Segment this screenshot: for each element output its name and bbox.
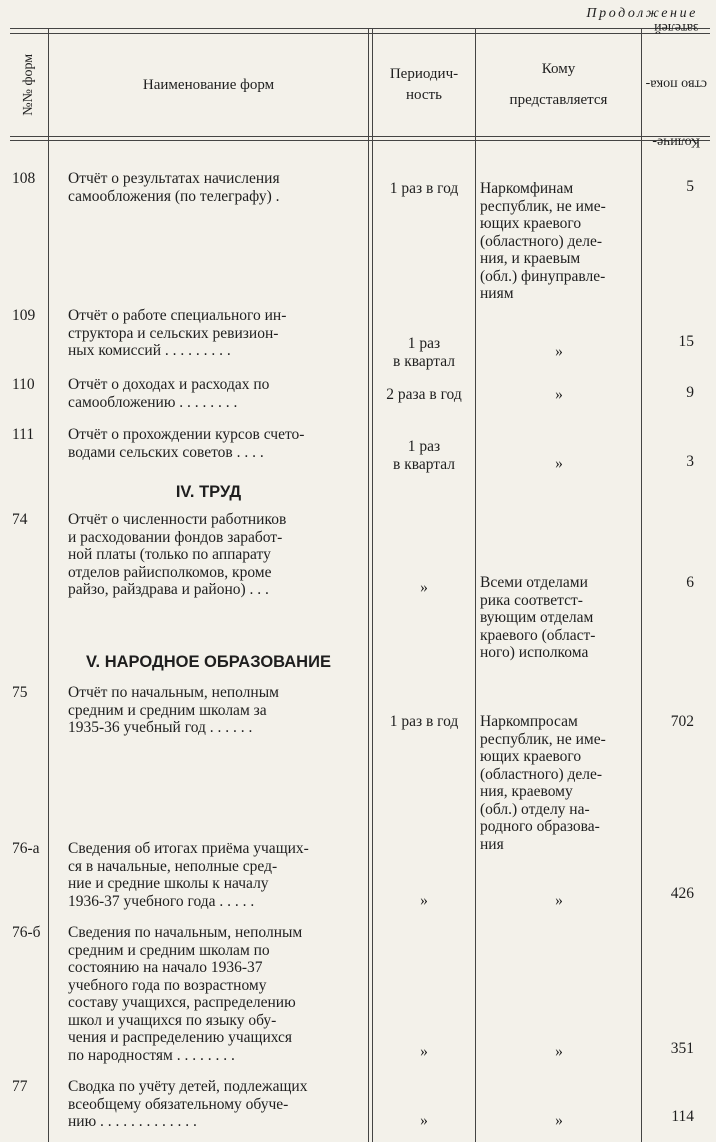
recipient-cell bbox=[480, 574, 638, 662]
header-form-name: Наименование форм bbox=[142, 76, 275, 93]
form-name-line: самообложения (по телеграфу) . bbox=[68, 187, 280, 205]
header-recipient: Кому представляется bbox=[509, 61, 608, 108]
recipient-cell bbox=[480, 455, 638, 473]
periodicity-cell bbox=[374, 386, 474, 404]
form-name bbox=[68, 511, 360, 599]
quantity-cell: 3 bbox=[686, 453, 694, 470]
recipient-cell bbox=[480, 1043, 638, 1061]
form-name-line: средним и средним школам по bbox=[68, 941, 270, 959]
recipient-cell-line: рика соответст- bbox=[480, 591, 583, 609]
form-name-line: Отчёт о работе специального ин- bbox=[68, 307, 287, 324]
periodicity-cell bbox=[374, 180, 474, 198]
header-bottom-rule-inner bbox=[10, 140, 710, 141]
periodicity-cell bbox=[374, 1043, 474, 1061]
recipient-cell-line: ного) исполкома bbox=[480, 644, 589, 661]
column-divider bbox=[48, 28, 49, 1142]
quantity-cell: 702 bbox=[670, 713, 694, 730]
periodicity-cell-line: 1 раз в год bbox=[389, 713, 459, 730]
form-name-line: 1935-36 учебный год . . . . . . bbox=[68, 719, 253, 736]
recipient-cell bbox=[480, 180, 638, 303]
form-name bbox=[68, 924, 360, 1064]
recipient-cell-line: (обл.) финуправле- bbox=[480, 267, 606, 285]
form-number: 74 bbox=[12, 511, 28, 528]
recipient-cell-line: ющих краевого bbox=[480, 215, 582, 232]
recipient-cell-line: Наркомфинам bbox=[480, 180, 574, 197]
form-name-line: Сведения по начальным, неполным bbox=[68, 924, 303, 941]
recipient-cell-line: родного образова- bbox=[480, 818, 600, 835]
form-name bbox=[68, 840, 360, 910]
periodicity-cell bbox=[374, 438, 474, 473]
form-number: 76-б bbox=[12, 924, 41, 941]
form-name-line: Сведения об итогах приёма учащих- bbox=[68, 840, 309, 857]
form-name-line: 1936-37 учебного года . . . . . bbox=[68, 892, 255, 910]
recipient-cell-line: вующим отделам bbox=[480, 609, 594, 626]
quantity-cell: 5 bbox=[686, 178, 694, 195]
periodicity-cell-line: в квартал bbox=[393, 455, 455, 473]
recipient-cell-line: ниям bbox=[480, 285, 514, 302]
recipient-cell bbox=[480, 892, 638, 910]
form-name-line: ных комиссий . . . . . . . . . bbox=[68, 342, 231, 359]
recipient-cell bbox=[480, 713, 638, 853]
quantity-cell: 114 bbox=[671, 1108, 694, 1125]
recipient-cell bbox=[480, 386, 638, 404]
periodicity-cell-line: » bbox=[420, 579, 428, 596]
form-name bbox=[68, 426, 360, 461]
recipient-cell bbox=[480, 1112, 638, 1130]
form-name bbox=[68, 376, 360, 411]
quantity-cell: 15 bbox=[678, 333, 694, 350]
form-name-line: Отчёт о результатах начисления bbox=[68, 170, 280, 187]
header-periodicity: Периодич- ность bbox=[389, 66, 459, 103]
periodicity-cell bbox=[374, 1112, 474, 1130]
periodicity-cell-line: 1 раз bbox=[407, 438, 441, 455]
quantity-cell: 351 bbox=[670, 1040, 694, 1057]
periodicity-cell-line: 2 раза в год bbox=[386, 386, 462, 403]
form-name-line: Отчёт о доходах и расходах по bbox=[68, 376, 270, 393]
recipient-cell-line: » bbox=[555, 343, 563, 360]
form-number: 109 bbox=[12, 307, 36, 324]
recipient-cell-line: ния, и краевым bbox=[480, 250, 581, 267]
header-form-number: №№ форм bbox=[21, 54, 37, 116]
form-name-line: составу учащихся, распределению bbox=[68, 994, 296, 1011]
periodicity-cell bbox=[374, 713, 474, 731]
form-number: 108 bbox=[12, 170, 36, 187]
quantity-cell: 426 bbox=[670, 885, 694, 902]
form-name-line: средним и средним школам за bbox=[68, 701, 267, 719]
form-name-line: ся в начальные, неполные сред- bbox=[68, 857, 278, 875]
periodicity-cell-line: в квартал bbox=[393, 352, 455, 370]
section-heading: V. НАРОДНОЕ ОБРАЗОВАНИЕ bbox=[86, 653, 331, 671]
form-number: 75 bbox=[12, 684, 28, 701]
recipient-cell-line: » bbox=[555, 1043, 563, 1060]
form-name-line: ной платы (только по аппарату bbox=[68, 546, 271, 563]
form-name-line: Отчёт о прохождении курсов счето- bbox=[68, 426, 305, 443]
recipient-cell-line: ния bbox=[480, 835, 504, 853]
periodicity-cell bbox=[374, 892, 474, 910]
recipient-cell-line: ющих краевого bbox=[480, 748, 582, 765]
form-name-line: Отчёт о численности работников bbox=[68, 511, 287, 528]
periodicity-cell-line: 1 раз в год bbox=[389, 180, 459, 197]
recipient-cell-line: ния, краевому bbox=[480, 783, 573, 800]
form-name-line: нию . . . . . . . . . . . . . bbox=[68, 1113, 197, 1130]
recipient-cell-line: Всеми отделами bbox=[480, 574, 588, 591]
recipient-cell-line: (обл.) отделу на- bbox=[480, 800, 590, 818]
form-number: 110 bbox=[12, 376, 35, 393]
recipient-cell-line: » bbox=[555, 1112, 563, 1129]
form-name-line: ние и средние школы к началу bbox=[68, 875, 269, 892]
form-name-line: Отчёт по начальным, неполным bbox=[68, 684, 279, 701]
column-divider bbox=[475, 28, 476, 1142]
recipient-cell bbox=[480, 343, 638, 361]
periodicity-cell-line: » bbox=[420, 892, 428, 909]
recipient-cell-line: краевого (област- bbox=[480, 626, 596, 644]
periodicity-cell-line: 1 раз bbox=[407, 335, 441, 352]
form-name bbox=[68, 307, 360, 360]
form-number: 77 bbox=[12, 1078, 28, 1095]
periodicity-cell bbox=[374, 335, 474, 370]
recipient-cell-line: » bbox=[555, 455, 563, 472]
recipient-cell-line: республик, не име- bbox=[480, 730, 606, 748]
form-name bbox=[68, 684, 360, 737]
periodicity-cell-line: » bbox=[420, 1043, 428, 1060]
form-name-line: структора и сельских ревизион- bbox=[68, 324, 279, 342]
form-name bbox=[68, 170, 360, 205]
form-name-line: водами сельских советов . . . . bbox=[68, 443, 264, 461]
recipient-cell-line: республик, не име- bbox=[480, 197, 606, 215]
periodicity-cell bbox=[374, 579, 474, 597]
recipient-cell-line: (областного) деле- bbox=[480, 765, 603, 783]
recipient-cell-line: (областного) деле- bbox=[480, 232, 603, 250]
form-name-line: отделов райисполкомов, кроме bbox=[68, 563, 272, 581]
column-divider bbox=[368, 28, 369, 1142]
form-name-line: и расходовании фондов заработ- bbox=[68, 528, 283, 546]
form-name-line: учебного года по возрастному bbox=[68, 976, 267, 994]
form-number: 111 bbox=[12, 426, 35, 443]
form-name-line: всеобщему обязательному обуче- bbox=[68, 1095, 289, 1113]
column-divider bbox=[372, 28, 373, 1142]
form-name-line: чения и распределению учащихся bbox=[68, 1029, 293, 1046]
periodicity-cell-line: » bbox=[420, 1112, 428, 1129]
section-heading: IV. ТРУД bbox=[175, 483, 242, 501]
recipient-cell-line: » bbox=[555, 892, 563, 909]
table-top-rule bbox=[10, 28, 710, 29]
form-name bbox=[68, 1078, 360, 1131]
header-bottom-rule bbox=[10, 136, 710, 137]
recipient-cell-line: Наркомпросам bbox=[480, 713, 578, 730]
form-number: 76-а bbox=[12, 840, 40, 857]
form-name-line: школ и учащихся по языку обу- bbox=[68, 1011, 277, 1029]
form-name-line: самообложению . . . . . . . . bbox=[68, 393, 238, 411]
quantity-cell: 6 bbox=[686, 574, 694, 591]
header-quantity: Количе- ство пока- зателей bbox=[645, 19, 707, 150]
form-name-line: райзо, райздрава и районо) . . . bbox=[68, 581, 269, 598]
recipient-cell-line: » bbox=[555, 386, 563, 403]
form-name-line: состоянию на начало 1936-37 bbox=[68, 959, 263, 976]
continuation-label: Продолжение bbox=[586, 6, 698, 21]
form-name-line: по народностям . . . . . . . . bbox=[68, 1046, 235, 1064]
form-name-line: Сводка по учёту детей, подлежащих bbox=[68, 1078, 308, 1095]
quantity-cell: 9 bbox=[686, 384, 694, 401]
